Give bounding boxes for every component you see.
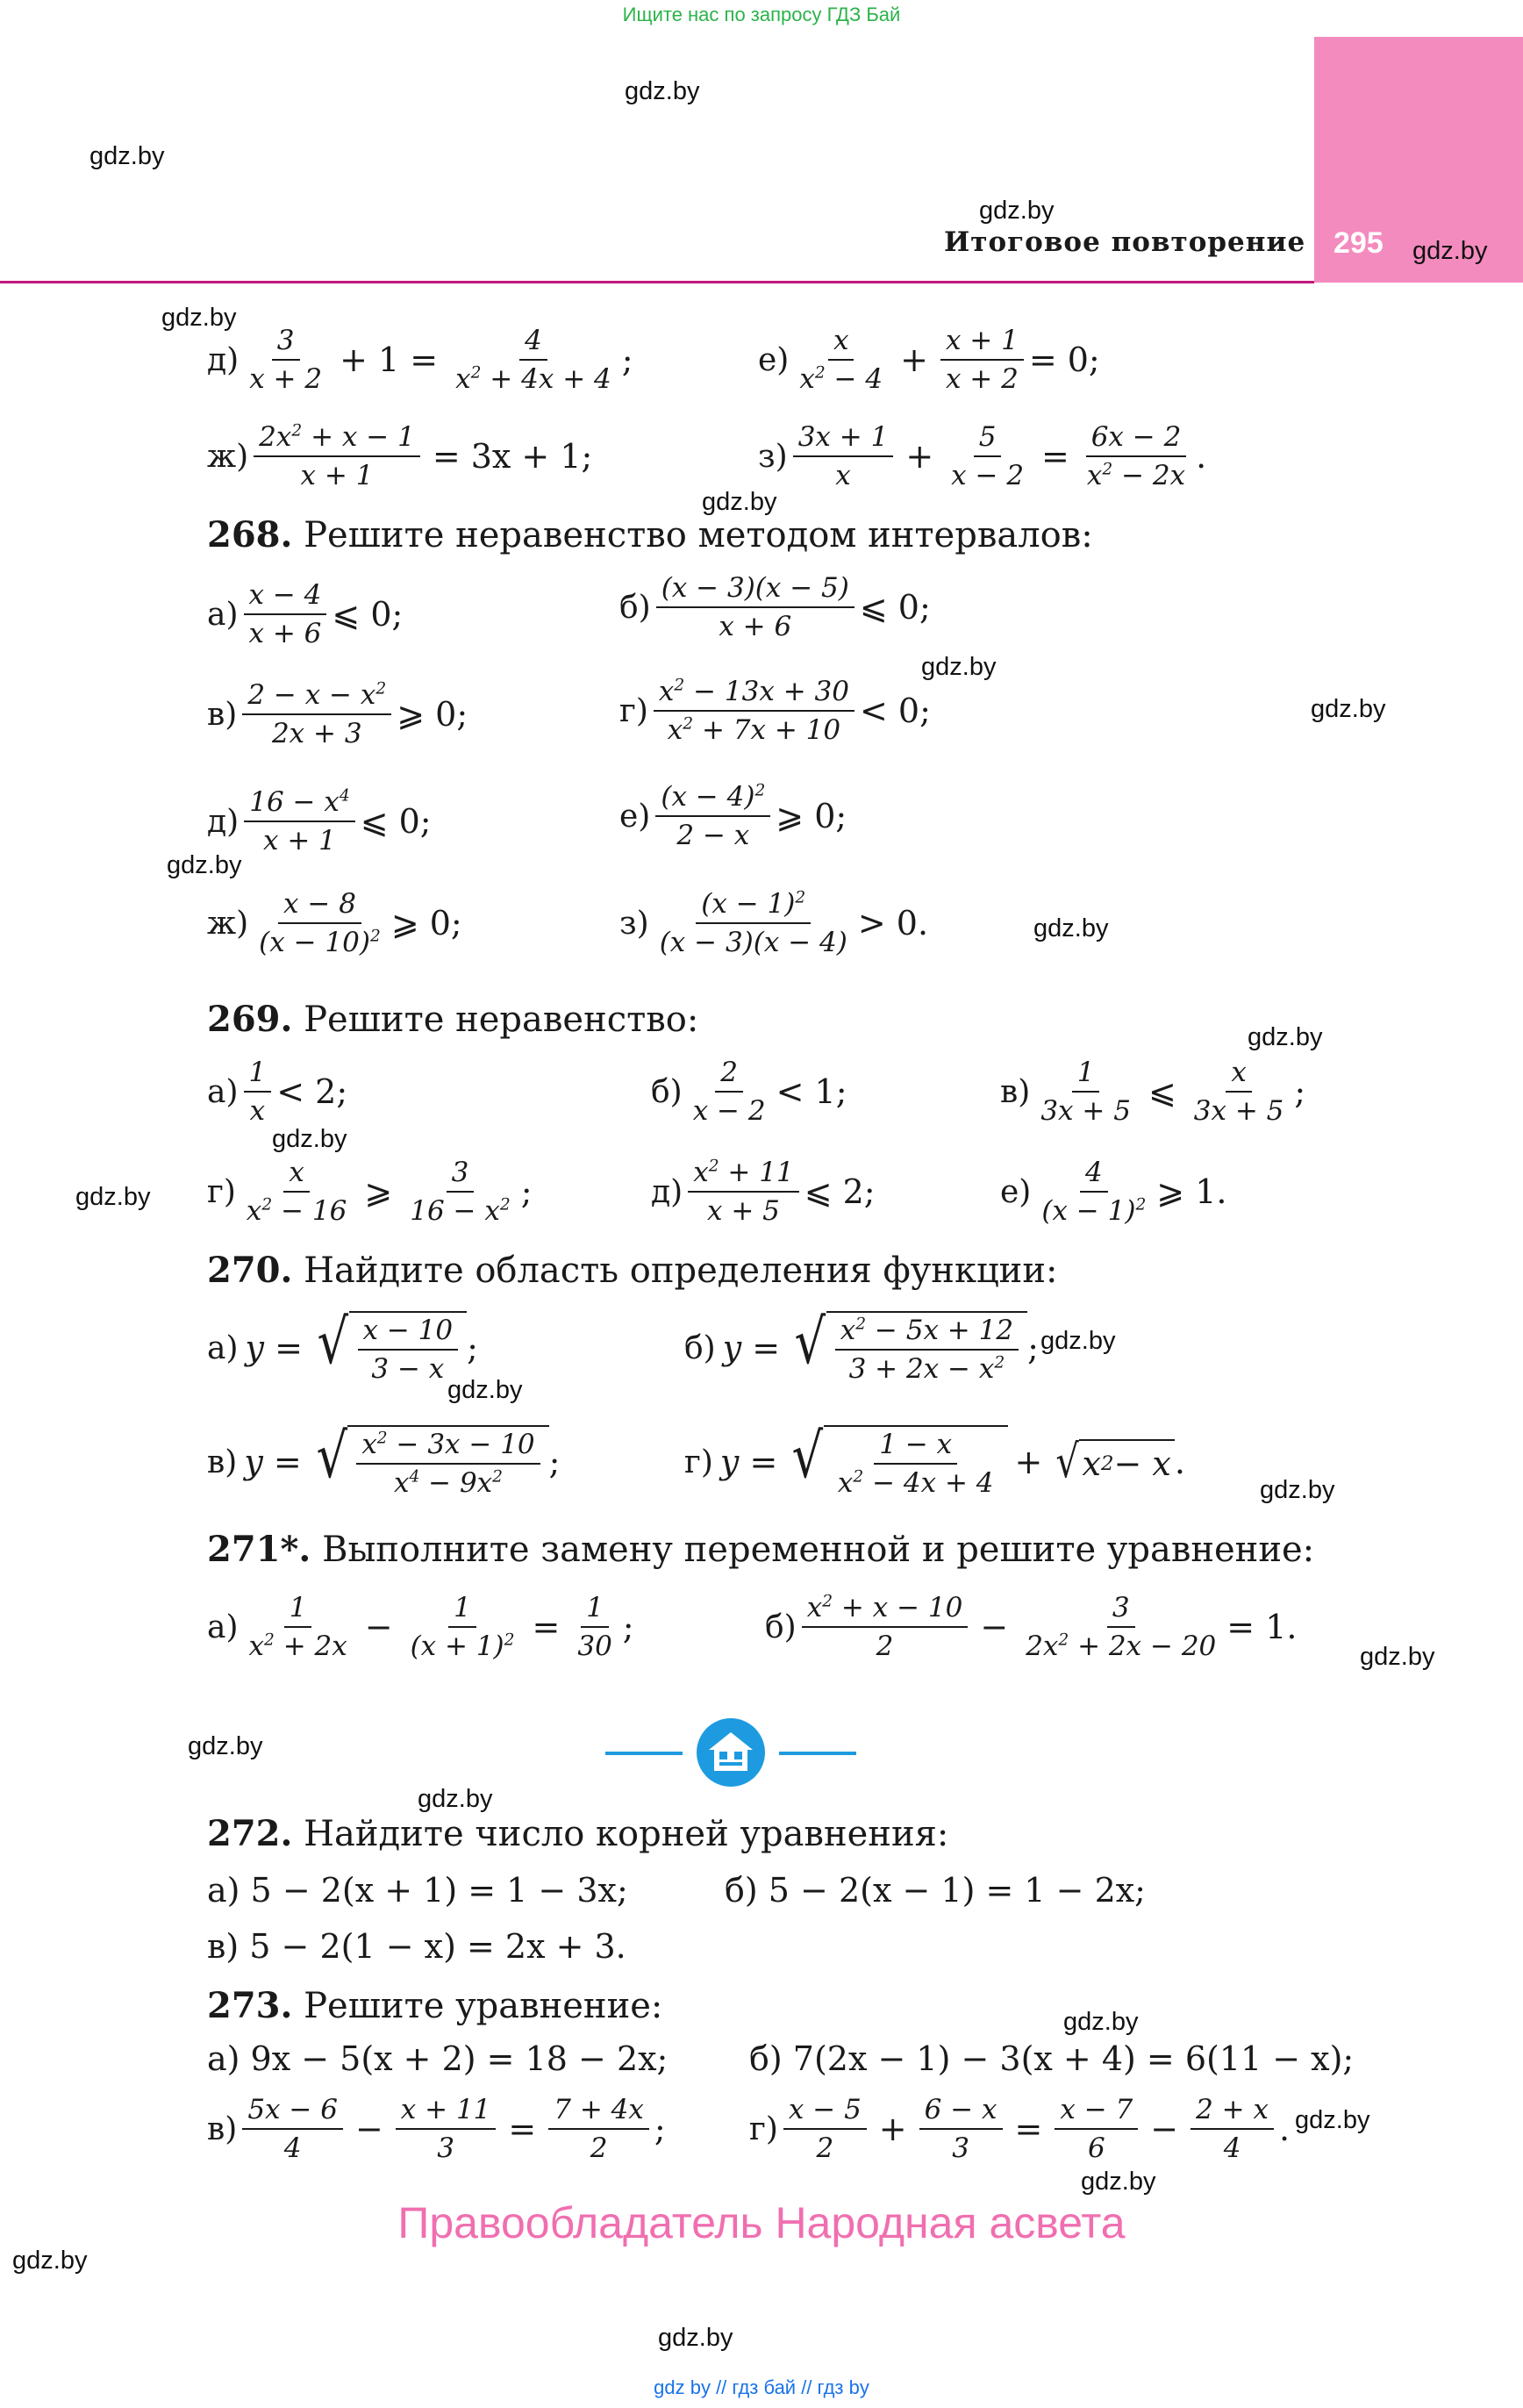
equation-273-a: а) 9x − 5(x + 2) = 18 − 2x; — [207, 2039, 669, 2078]
watermark: gdz.by — [161, 304, 237, 332]
watermark: gdz.by — [447, 1376, 523, 1404]
task-269-heading: 269. Решите неравенство: — [207, 999, 699, 1040]
watermark: gdz.by — [272, 1125, 347, 1153]
function-270-g: г) y = √ $\frac{1 - x}{x^2 - 4x + 4}$ + √ x 2 − x . — [684, 1420, 1185, 1499]
home-icon — [697, 1718, 765, 1787]
top-banner[interactable]: Ищите нас по запросу ГДЗ Бай — [622, 4, 901, 25]
equation-273-g: г) $\frac{x - 5}{2}$ + $\frac{6 - x}{3}$ = $\frac{x - 7}{6}$ − $\frac{2 + x}{4}$ . — [749, 2094, 1291, 2164]
watermark: gdz.by — [625, 77, 700, 105]
function-270-b: б) y = √ $\frac{x^2 - 5x + 12}{3 + 2x - x^2}$ ; — [684, 1306, 1039, 1385]
watermark: gdz.by — [12, 2247, 88, 2275]
inequality-268-v: в) $\frac{2 - x - x^2}{2x + 3}$ ⩾ 0; — [207, 679, 468, 749]
inequality-269-b: б) $\frac{2}{x - 2}$ < 1; — [651, 1057, 847, 1127]
inequality-269-v: в) $\frac{1}{3x + 5}$ ⩽ $\frac{x}{3x + 5}$ ; — [1000, 1057, 1306, 1127]
equation-271-b: б) $\frac{x^2 + x - 10}{2}$ − $\frac{3}{2x^2 + 2x - 20}$ = 1. — [765, 1592, 1298, 1662]
task-271-heading: 271*. Выполните замену переменной и решите уравнение: — [207, 1529, 1315, 1570]
task-268-heading: 268. Решите неравенство методом интервалов: — [207, 514, 1093, 555]
equation-273-v: в) $\frac{5x - 6}{4}$ − $\frac{x + 11}{3}$ = $\frac{7 + 4x}{2}$ ; — [207, 2094, 666, 2164]
home-divider-left — [605, 1752, 683, 1755]
equation-272-a: а) 5 − 2(x + 1) = 1 − 3x; — [207, 1871, 628, 1910]
watermark: gdz.by — [1412, 237, 1488, 265]
equation-272-b: б) 5 − 2(x − 1) = 1 − 2x; — [725, 1871, 1146, 1910]
equation-267-e: е) $\frac{x}{x^2 - 4}$ + $\frac{x + 1}{x + 2}$ = 0; — [758, 325, 1100, 395]
watermark: gdz.by — [1248, 1023, 1323, 1051]
inequality-269-g: г) $\frac{x}{x^2 - 16}$ ⩾ $\frac{3}{16 - x^2}$ ; — [207, 1157, 533, 1227]
equation-267-d: д) $\frac{3}{x + 2}$ + 1 = $\frac{4}{x^2 + 4x + 4}$ ; — [207, 325, 633, 395]
inequality-268-z: з) $\frac{(x - 1)^2}{(x - 3)(x - 4)}$ > 0. — [619, 888, 929, 958]
inequality-269-a: а) $\frac{1}{x}$ < 2; — [207, 1057, 348, 1127]
inequality-269-e: е) $\frac{4}{(x - 1)^2}$ ⩾ 1. — [1000, 1157, 1227, 1227]
watermark: gdz.by — [188, 1732, 263, 1760]
section-title: Итоговое повторение — [944, 226, 1306, 258]
footer-links[interactable]: gdz by // гдз бай // гдз by — [654, 2376, 869, 2398]
function-270-a: а) y = √ $\frac{x - 10}{3 - x}$ ; — [207, 1306, 478, 1385]
equation-272-v: в) 5 − 2(1 − x) = 2x + 3. — [207, 1927, 626, 1966]
watermark: gdz.by — [75, 1183, 151, 1211]
watermark: gdz.by — [702, 488, 777, 516]
watermark: gdz.by — [1063, 2008, 1139, 2036]
header-rule — [0, 281, 1314, 283]
watermark: gdz.by — [1311, 695, 1386, 723]
page-number: 295 — [1334, 226, 1384, 260]
task-273-heading: 273. Решите уравнение: — [207, 1985, 663, 2026]
watermark: gdz.by — [1260, 1476, 1335, 1504]
inequality-268-d: д) $\frac{16 - x^4}{x + 1}$ ⩽ 0; — [207, 786, 432, 856]
watermark: gdz.by — [1040, 1327, 1116, 1355]
watermark: gdz.by — [167, 851, 242, 879]
equation-267-zh: ж) $\frac{2x^2 + x - 1}{x + 1}$ = 3x + 1; — [207, 421, 593, 491]
watermark: gdz.by — [1295, 2106, 1370, 2134]
inequality-269-d: д) $\frac{x^2 + 11}{x + 5}$ ⩽ 2; — [651, 1157, 876, 1227]
inequality-268-a: а) $\frac{x - 4}{x + 6}$ ⩽ 0; — [207, 579, 404, 649]
watermark: gdz.by — [1081, 2168, 1156, 2196]
home-divider-right — [779, 1752, 856, 1755]
task-270-heading: 270. Найдите область определения функции: — [207, 1250, 1058, 1291]
watermark: gdz.by — [658, 2324, 733, 2352]
watermark: gdz.by — [89, 142, 165, 170]
inequality-268-e: е) $\frac{(x - 4)^2}{2 - x}$ ⩾ 0; — [619, 781, 847, 851]
task-272-heading: 272. Найдите число корней уравнения: — [207, 1813, 949, 1854]
watermark: gdz.by — [921, 653, 997, 681]
equation-271-a: а) $\frac{1}{x^2 + 2x}$ − $\frac{1}{(x + 1)^2}$ = $\frac{1}{30}$ ; — [207, 1592, 634, 1662]
watermark: gdz.by — [1360, 1643, 1435, 1671]
copyright-notice: Правообладатель Народная асвета — [397, 2198, 1126, 2247]
inequality-268-zh: ж) $\frac{x - 8}{(x - 10)^2}$ ⩾ 0; — [207, 888, 462, 958]
watermark: gdz.by — [418, 1785, 493, 1813]
watermark: gdz.by — [1033, 914, 1109, 942]
inequality-268-b: б) $\frac{(x - 3)(x - 5)}{x + 6}$ ⩽ 0; — [619, 572, 931, 642]
equation-273-b: б) 7(2x − 1) − 3(x + 4) = 6(11 − x); — [749, 2039, 1355, 2078]
function-270-v: в) y = √ $\frac{x^2 - 3x - 10}{x^4 - 9x^2}$ ; — [207, 1420, 561, 1499]
inequality-268-g: г) $\frac{x^2 - 13x + 30}{x^2 + 7x + 10}$ < 0; — [619, 676, 931, 746]
equation-267-z: з) $\frac{3x + 1}{x}$ + $\frac{5}{x - 2}$ = $\frac{6x - 2}{x^2 - 2x}$ . — [758, 421, 1207, 491]
watermark: gdz.by — [979, 197, 1055, 225]
